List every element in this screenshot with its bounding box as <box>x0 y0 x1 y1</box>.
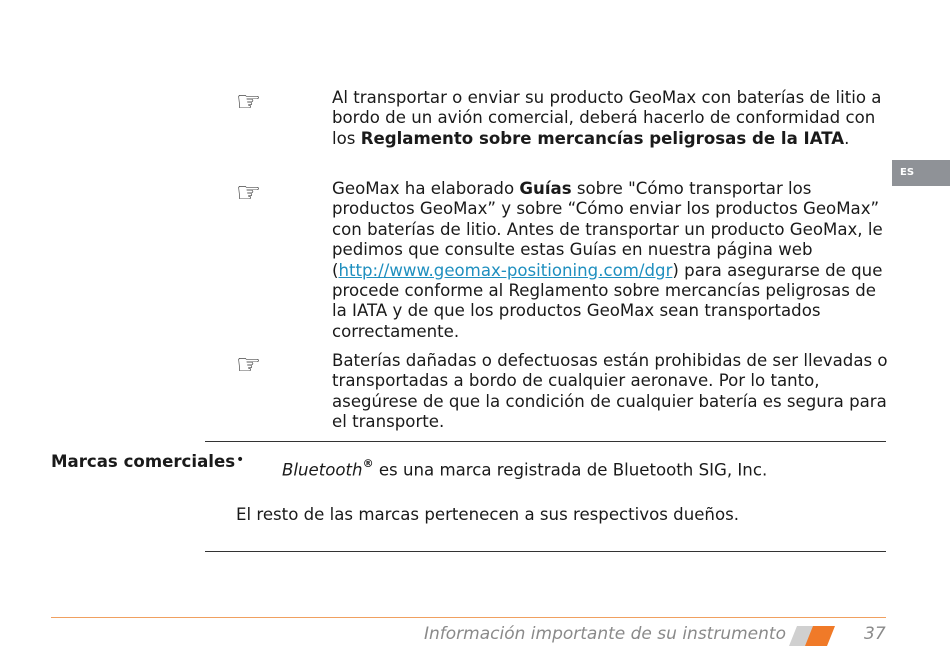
language-tab: ES <box>892 160 950 186</box>
registered-mark: ® <box>362 457 374 470</box>
footer-title: Información importante de su instrumento <box>424 624 786 644</box>
pointing-hand-icon: ☞ <box>236 176 262 209</box>
section-label-trademarks: Marcas comerciales <box>51 452 236 471</box>
section-divider-bottom <box>205 551 886 552</box>
pointing-hand-icon: ☞ <box>236 85 262 118</box>
section-divider-top <box>205 441 886 442</box>
bold-guides: Guías <box>519 179 572 198</box>
trademark-item: Bluetooth® es una marca registrada de Bluetooth SIG, Inc. <box>282 457 768 480</box>
footer-rule <box>51 617 886 618</box>
page-number: 37 <box>864 624 886 644</box>
pointing-hand-icon: ☞ <box>236 348 262 381</box>
other-trademarks-text: El resto de las marcas pertenecen a sus respectivos dueños. <box>236 505 740 524</box>
bold-regulation: Reglamento sobre mercancías peligrosas de la IATA <box>360 128 845 148</box>
brand-name: Bluetooth <box>282 460 363 480</box>
bullet: • <box>236 452 245 468</box>
geomax-stripes-logo-icon <box>789 626 835 646</box>
note-text: Baterías dañadas o defectuosas están prohibidas de ser llevadas o transportadas a bordo de cualquier aeronave. Por lo tanto, asegúrese de que la condición de cualquier batería es segura para el transporte. <box>332 351 888 432</box>
geomax-dgr-link[interactable]: http://www.geomax-positioning.com/dgr <box>338 260 673 280</box>
note-text: Al transportar o enviar su producto GeoMax con baterías de litio a bordo de un avión comercial, deberá hacerlo de conformidad con los Reglamento sobre mercancías peligrosas de la IATA. <box>332 88 882 148</box>
note-text: GeoMax ha elaborado Guías sobre "Cómo transportar los productos GeoMax” y sobre “Cómo enviar los productos GeoMax” con baterías de litio. Antes de transportar un producto GeoMax, le pedimos que consulte estas Guías en nuestra página web (http://www.geomax-positioning.com/dgr) para asegurarse de que procede conforme al Reglamento sobre mercancías peligrosas de la IATA y de que los productos GeoMax sean transportados correctamente. <box>332 179 883 341</box>
